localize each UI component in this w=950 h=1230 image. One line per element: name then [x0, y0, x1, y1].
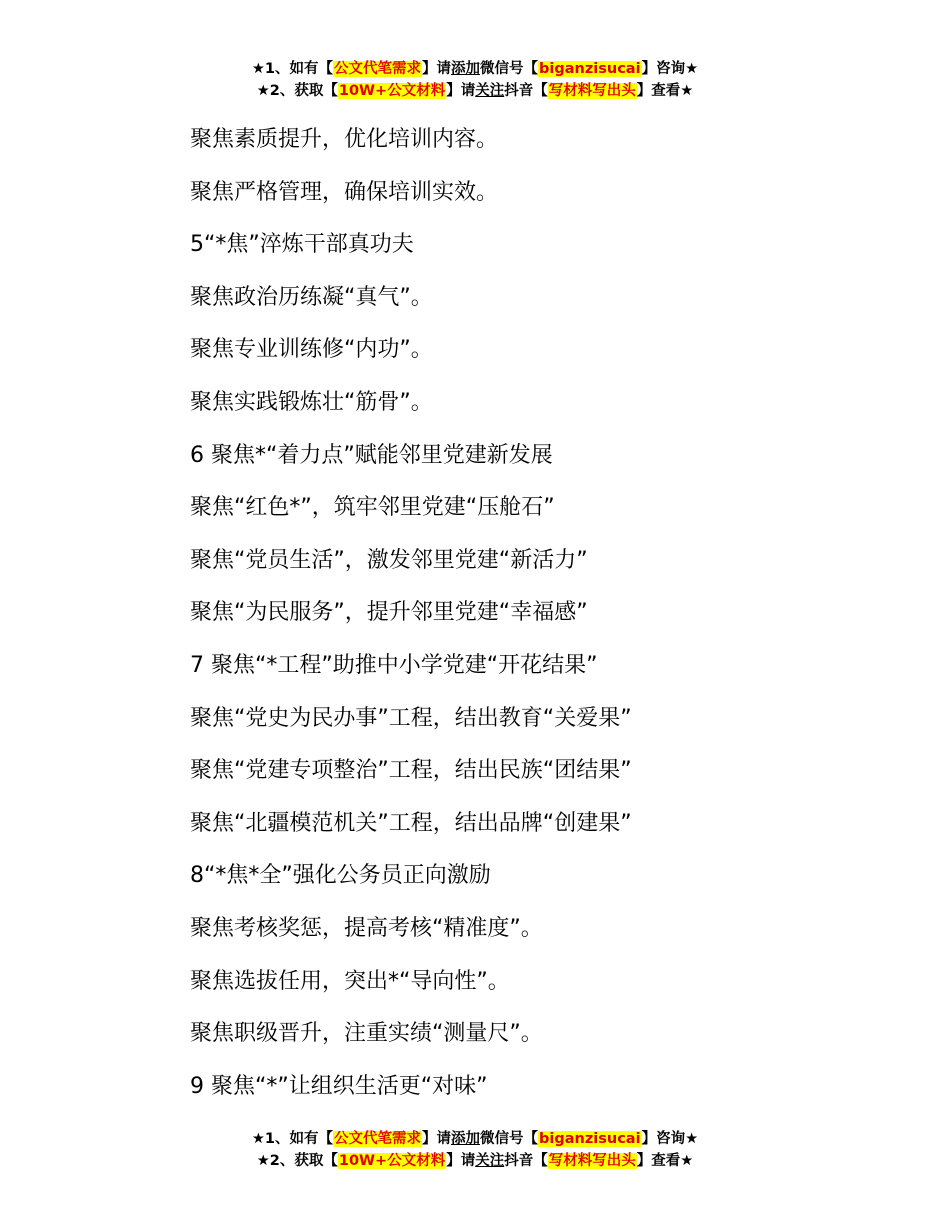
- text-line: 聚焦“红色*”，筑牢邻里党建“压舱石”: [190, 495, 555, 521]
- highlight-service: 公文代笔需求: [334, 61, 422, 77]
- highlight-service: 公文代笔需求: [334, 1131, 422, 1147]
- text-line: 聚焦选拔任用，突出*“导向性”。: [190, 968, 510, 994]
- banner-line-1: ★1、如有【公文代笔需求】请添加微信号【biganzisucai】咨询★: [251, 61, 699, 77]
- text-line: 聚焦“党员生活”，激发邻里党建“新活力”: [190, 547, 588, 573]
- text-line: 聚焦严格管理，确保培训实效。: [190, 179, 499, 205]
- text-line: 聚焦职级晋升，注重实绩“测量尺”。: [190, 1021, 543, 1047]
- text-line: 聚焦“党建专项整治”工程，结出民族“团结果”: [190, 758, 632, 784]
- text-line: 聚焦考核奖惩，提高考核“精准度”。: [190, 915, 543, 941]
- banner-line-2: ★2、获取【10W+公文材料】请关注抖音【写材料写出头】查看★: [256, 1153, 694, 1169]
- footer-banner: [0, 1128, 950, 1172]
- section-heading: 5“*焦”淬炼干部真功夫: [190, 232, 414, 258]
- highlight-materials: 10W+公文材料: [338, 1153, 446, 1169]
- section-heading: 7 聚焦“*工程”助推中小学党建“开花结果”: [190, 652, 598, 678]
- highlight-douyin: 写材料写出头: [548, 1153, 636, 1169]
- text-line: 聚焦素质提升，优化培训内容。: [190, 127, 499, 152]
- text-line: 聚焦“党史为民办事”工程，结出教育“关爱果”: [190, 705, 632, 731]
- text-line: 聚焦政治历练凝“真气”。: [190, 284, 433, 310]
- highlight-douyin: 写材料写出头: [548, 83, 636, 99]
- highlight-wechat-id: biganzisucai: [539, 1131, 641, 1147]
- section-heading: 6 聚焦*“着力点”赋能邻里党建新发展: [190, 442, 553, 468]
- banner-line-1: ★1、如有【公文代笔需求】请添加微信号【biganzisucai】咨询★: [251, 1131, 699, 1147]
- highlight-materials: 10W+公文材料: [338, 83, 446, 99]
- header-banner: [0, 58, 950, 102]
- highlight-wechat-id: biganzisucai: [539, 61, 641, 77]
- text-line: 聚焦专业训练修“内功”。: [190, 337, 433, 363]
- banner-line-2: ★2、获取【10W+公文材料】请关注抖音【写材料写出头】查看★: [256, 83, 694, 99]
- section-heading: 8“*焦*全”强化公务员正向激励: [190, 863, 491, 889]
- text-line: 聚焦“北疆模范机关”工程，结出品牌“创建果”: [190, 810, 632, 836]
- section-heading: 9 聚焦“*”让组织生活更“对味”: [190, 1073, 488, 1099]
- text-line: 聚焦“为民服务”，提升邻里党建“幸福感”: [190, 600, 588, 626]
- document-body: [190, 120, 890, 1119]
- text-line: 聚焦实践锻炼壮“筋骨”。: [190, 389, 433, 415]
